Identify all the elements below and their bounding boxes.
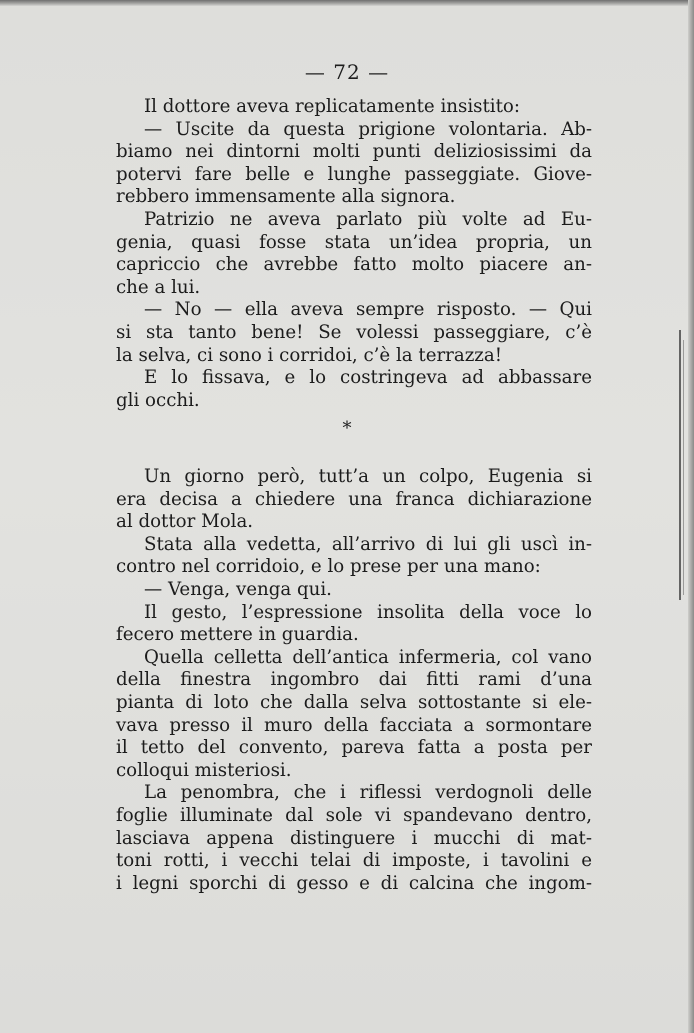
text-line: contro nel corridoio, e lo prese per una mano: bbox=[116, 556, 541, 578]
text-line: che a lui. bbox=[116, 276, 201, 298]
text-line: pianta di loto che dalla selva sottostante si ele- bbox=[116, 691, 592, 713]
text-line: colloqui misteriosi. bbox=[116, 759, 292, 781]
text-line: La penombra, che i riflessi verdognoli delle bbox=[144, 782, 592, 804]
text-line: si sta tanto bene! Se volessi passeggiare, c’è bbox=[116, 321, 592, 343]
text-line: biamo nei dintorni molti punti deliziosissimi da bbox=[116, 141, 592, 163]
text-line: foglie illuminate dal sole vi spandevano dentro, bbox=[116, 804, 592, 826]
text-line: — Venga, venga qui. bbox=[144, 578, 332, 600]
text-line: la selva, ci sono i corridoi, c’è la terrazza! bbox=[116, 344, 503, 366]
margin-mark bbox=[679, 330, 681, 600]
text-block-second bbox=[116, 466, 592, 895]
text-line: rebbero immensamente alla signora. bbox=[116, 186, 456, 208]
page-number: — 72 — bbox=[304, 60, 390, 84]
scan-right-edge bbox=[688, 0, 694, 1033]
text-line: Stata alla vedetta, all’arrivo di lui gli uscì in- bbox=[144, 533, 592, 555]
text-line: fecero mettere in guardia. bbox=[116, 624, 359, 646]
text-block-first bbox=[116, 96, 592, 412]
scan-top-edge bbox=[0, 0, 694, 6]
text-line: toni rotti, i vecchi telai di imposte, i tavolini e bbox=[116, 850, 592, 872]
text-line: capriccio che avrebbe fatto molto piacere an- bbox=[116, 254, 592, 276]
text-line: Un giorno però, tutt’a un colpo, Eugenia si bbox=[144, 466, 592, 487]
text-line: E lo fissava, e lo costringeva ad abbassare bbox=[144, 367, 592, 389]
text-line: al dottor Mola. bbox=[116, 511, 254, 533]
margin-mark-secondary bbox=[683, 340, 684, 595]
text-line: potervi fare belle e lunghe passeggiate. Giove- bbox=[116, 163, 592, 185]
text-line: — No — ella aveva sempre risposto. — Qui bbox=[144, 299, 592, 321]
text-line: genia, quasi fosse stata un’idea propria, un bbox=[116, 231, 592, 253]
text-line: — Uscite da questa prigione volontaria. Ab- bbox=[144, 118, 592, 140]
text-line: lasciava appena distinguere i mucchi di mat- bbox=[116, 827, 592, 849]
text-line: vava presso il muro della facciata a sormontare bbox=[116, 714, 592, 736]
text-line: Il dottore aveva replicatamente insistito: bbox=[144, 96, 520, 117]
text-line: Quella celletta dell’antica infermeria, col vano bbox=[144, 646, 592, 668]
text-line: Patrizio ne aveva parlato più volte ad Eu- bbox=[144, 208, 592, 230]
text-line: gli occhi. bbox=[116, 389, 200, 411]
section-separator: * bbox=[342, 418, 352, 439]
text-line: Il gesto, l’espressione insolita della voce lo bbox=[144, 601, 592, 623]
text-line: era decisa a chiedere una franca dichiarazione bbox=[116, 488, 592, 510]
text-line: della finestra ingombro dai fitti rami d’una bbox=[116, 669, 592, 691]
text-line: il tetto del convento, pareva fatta a posta per bbox=[116, 737, 592, 759]
text-line: i legni sporchi di gesso e di calcina che ingom- bbox=[116, 872, 592, 894]
